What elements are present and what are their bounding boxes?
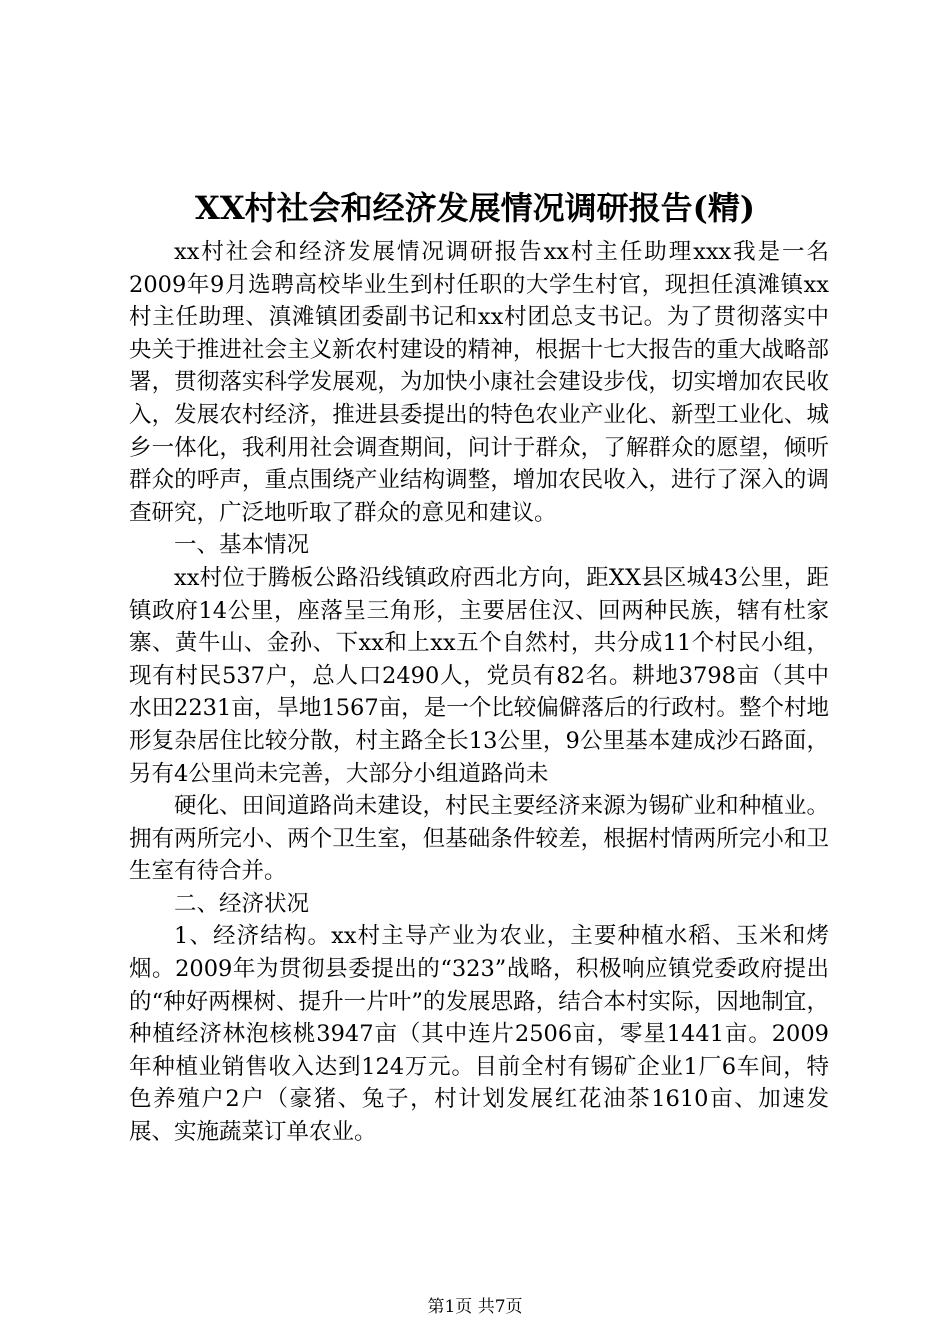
section-heading-basic-situation: 一、基本情况 xyxy=(174,532,310,559)
basic-situation-paragraph-continued: 硬化、田间道路尚未建设，村民主要经济来源为锡矿业和种植业。拥有两所完小、两个卫生室，但基础条件较差，根据村情两所完小和卫生室有待合并。 xyxy=(129,793,829,885)
basic-situation-paragraph: xx村位于腾板公路沿线镇政府西北方向，距XX县区城43公里，距镇政府14公里，座落呈三角形，主要居住汉、回两种民族，辖有杜家寨、黄牛山、金孙、下xx和上xx五个自然村，共分成11个村民小组，现有村民537户，总人口2490人，党员有82名。耕地3798亩（其中水田2231亩，旱地1567亩，是一个比较偏僻落后的行政村。整个村地形复杂居住比较分散，村主路全长13公里，9公里基本建成沙石路面，另有4公里尚未完善，大部分小组道路尚未 xyxy=(129,564,829,787)
document-body xyxy=(129,236,829,1149)
page-indicator: 第1页 共7页 xyxy=(427,1297,523,1317)
economic-structure-paragraph: 1、经济结构。xx村主导产业为农业，主要种植水稻、玉米和烤烟。2009年为贯彻县委提出的“323”战略，积极响应镇党委政府提出的“种好两棵树、提升一片叶”的发展思路，结合本村实际，因地制宜，种植经济林泡核桃3947亩（其中连片2506亩，零星1441亩。2009年种植业销售收入达到124万元。目前全村有锡矿企业1厂6车间，特色养殖户2户（豪猪、兔子，村计划发展红花油茶1610亩、加速发展、实施蔬菜订单农业。 xyxy=(129,923,829,1146)
document-title: XX村社会和经济发展情况调研报告(精) xyxy=(195,189,755,227)
intro-paragraph: xx村社会和经济发展情况调研报告xx村主任助理xxx我是一名2009年9月选聘高校毕业生到村任职的大学生村官，现担任滇滩镇xx村主任助理、滇滩镇团委副书记和xx村团总支书记。为了贯彻落实中央关于推进社会主义新农村建设的精神，根据十七大报告的重大战略部署，贯彻落实科学发展观，为加快小康社会建设步伐，切实增加农民收入，发展农村经济，推进县委提出的特色农业产业化、新型工业化、城乡一体化，我利用社会调查期间，问计于群众，了解群众的愿望，倾听群众的呼声，重点围绕产业结构调整，增加农民收入，进行了深入的调查研究，广泛地听取了群众的意见和建议。 xyxy=(129,239,829,526)
section-heading-economic-status: 二、经济状况 xyxy=(174,890,310,917)
